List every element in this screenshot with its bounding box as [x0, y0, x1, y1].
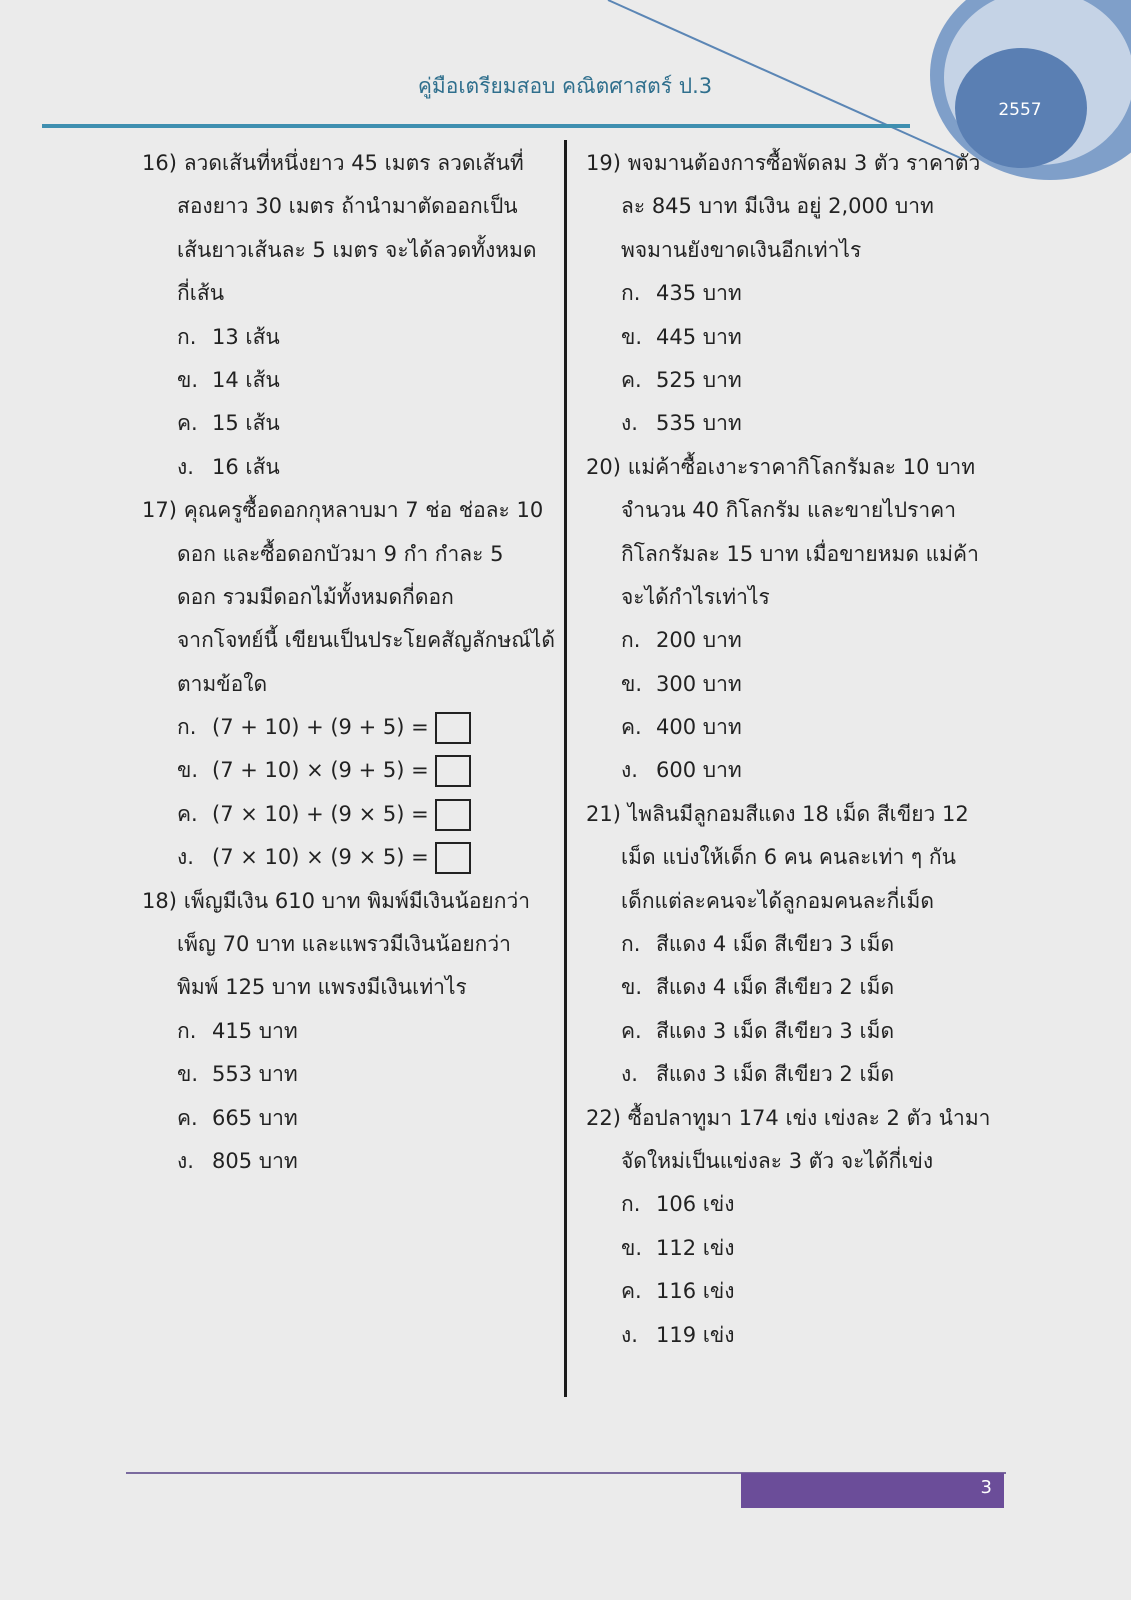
question-text-line: พจมานยังขาดเงินอีกเท่าไร: [621, 237, 862, 262]
question-text-line: 17) คุณครูซื้อดอกกุหลาบมา 7 ช่อ ช่อละ 10: [142, 489, 562, 532]
answer-blank-box: [435, 842, 471, 874]
question-16: [142, 142, 562, 489]
answer-choice: ก. 435 บาท: [621, 281, 742, 306]
answer-choice: ง. (7 × 10) × (9 × 5) =: [142, 836, 562, 879]
answer-choice: ข. 553 บาท: [177, 1062, 298, 1087]
answer-choice: ก. 415 บาท: [177, 1018, 298, 1043]
question-text-line: จัดใหม่เป็นแข่งละ 3 ตัว จะได้กี่เข่ง: [621, 1148, 934, 1173]
answer-choice: ง. 16 เส้น: [177, 454, 280, 479]
question-text-line: 21) ไพลินมีลูกอมสีแดง 18 เม็ด สีเขียว 12: [586, 793, 996, 836]
question-number: 22): [586, 1105, 621, 1130]
answer-choice: ข. (7 + 10) × (9 + 5) =: [142, 749, 562, 792]
question-17: [142, 489, 562, 880]
question-text-line: เพ็ญ 70 บาท และแพรวมีเงินน้อยกว่า: [177, 932, 511, 957]
answer-choice: ก. 200 บาท: [621, 628, 742, 653]
page-title: คู่มือเตรียมสอบ คณิตศาสตร์ ป.3: [417, 74, 713, 98]
page-number: 3: [980, 1477, 992, 1498]
question-text-line: 18) เพ็ญมีเงิน 610 บาท พิมพ์มีเงินน้อยกว่า: [142, 880, 562, 923]
question-text-line: ละ 845 บาท มีเงิน อยู่ 2,000 บาท: [621, 194, 934, 219]
answer-choice: ค. สีแดง 3 เม็ด สีเขียว 3 เม็ด: [621, 1018, 895, 1043]
question-22: [586, 1097, 996, 1357]
header-rule: [42, 124, 910, 128]
question-text-line: กิโลกรัมละ 15 บาท เมื่อขายหมด แม่ค้า: [621, 541, 979, 566]
answer-choice: ค. 525 บาท: [621, 367, 742, 392]
question-text-line: สองยาว 30 เมตร ถ้านำมาตัดออกเป็น: [177, 194, 518, 219]
question-text-line: ตามข้อใด: [177, 671, 268, 696]
answer-blank-box: [435, 712, 471, 744]
answer-choice: ก. 13 เส้น: [177, 324, 280, 349]
answer-choice: ง. 600 บาท: [621, 758, 742, 783]
question-number: 20): [586, 454, 621, 479]
answer-choice: ง. 535 บาท: [621, 411, 742, 436]
question-text-line: เส้นยาวเส้นละ 5 เมตร จะได้ลวดทั้งหมด: [177, 237, 537, 262]
question-text-line: จากโจทย์นี้ เขียนเป็นประโยคสัญลักษณ์ได้: [177, 628, 555, 653]
question-21: [586, 793, 996, 1097]
answer-choice: ข. สีแดง 4 เม็ด สีเขียว 2 เม็ด: [621, 975, 895, 1000]
question-number: 21): [586, 801, 621, 826]
answer-choice: ค. 15 เส้น: [177, 411, 280, 436]
answer-choice: ง. สีแดง 3 เม็ด สีเขียว 2 เม็ด: [621, 1062, 895, 1087]
answer-choice: ก. (7 + 10) + (9 + 5) =: [142, 706, 562, 749]
question-text-line: จะได้กำไรเท่าไร: [621, 584, 770, 609]
question-20: [586, 446, 996, 793]
answer-choice: ก. สีแดง 4 เม็ด สีเขียว 3 เม็ด: [621, 932, 895, 957]
question-18: [142, 880, 562, 1184]
question-number: 17): [142, 498, 177, 523]
answer-choice: ข. 112 เข่ง: [621, 1235, 735, 1260]
answer-choice: ข. 445 บาท: [621, 324, 742, 349]
answer-blank-box: [435, 755, 471, 787]
answer-choice: ง. 805 บาท: [177, 1148, 298, 1173]
question-text-line: 22) ซื้อปลาทูมา 174 เข่ง เข่งละ 2 ตัว นำมา: [586, 1097, 996, 1140]
question-number: 18): [142, 888, 177, 913]
footer-page-box: [741, 1473, 1004, 1508]
answer-choice: ค. 665 บาท: [177, 1105, 298, 1130]
question-number: 19): [586, 151, 621, 175]
question-text-line: เด็กแต่ละคนจะได้ลูกอมคนละกี่เม็ด: [621, 888, 935, 913]
question-text-line: ดอก และซื้อดอกบัวมา 9 กำ กำละ 5: [177, 541, 504, 566]
answer-choice: ข. 300 บาท: [621, 671, 742, 696]
answer-choice: ง. 119 เข่ง: [621, 1322, 735, 1347]
left-column: [142, 142, 562, 1183]
column-divider: [564, 140, 567, 1397]
question-text-line: 16) ลวดเส้นที่หนึ่งยาว 45 เมตร ลวดเส้นที่: [142, 142, 562, 185]
answer-blank-box: [435, 799, 471, 831]
answer-choice: ค. 116 เข่ง: [621, 1279, 735, 1304]
question-text-line: กี่เส้น: [177, 281, 225, 306]
question-text-line: พิมพ์ 125 บาท แพรงมีเงินเท่าไร: [177, 975, 467, 1000]
question-19: [586, 142, 996, 446]
answer-choice: ก. 106 เข่ง: [621, 1192, 735, 1217]
question-text-line: จำนวน 40 กิโลกรัม และขายไปราคา: [621, 498, 956, 523]
question-text-line: เม็ด แบ่งให้เด็ก 6 คน คนละเท่า ๆ กัน: [621, 845, 956, 870]
question-text-line: 20) แม่ค้าซื้อเงาะราคากิโลกรัมละ 10 บาท: [586, 446, 996, 489]
answer-choice: ค. (7 × 10) + (9 × 5) =: [142, 793, 562, 836]
answer-choice: ค. 400 บาท: [621, 715, 742, 740]
right-column: [586, 142, 996, 1357]
question-number: 16): [142, 151, 177, 175]
question-text-line: 19) พจมานต้องการซื้อพัดลม 3 ตัว ราคาตัว: [586, 142, 996, 185]
header-year: 2557: [998, 100, 1042, 120]
question-text-line: ดอก รวมมีดอกไม้ทั้งหมดกี่ดอก: [177, 584, 454, 609]
answer-choice: ข. 14 เส้น: [177, 367, 280, 392]
